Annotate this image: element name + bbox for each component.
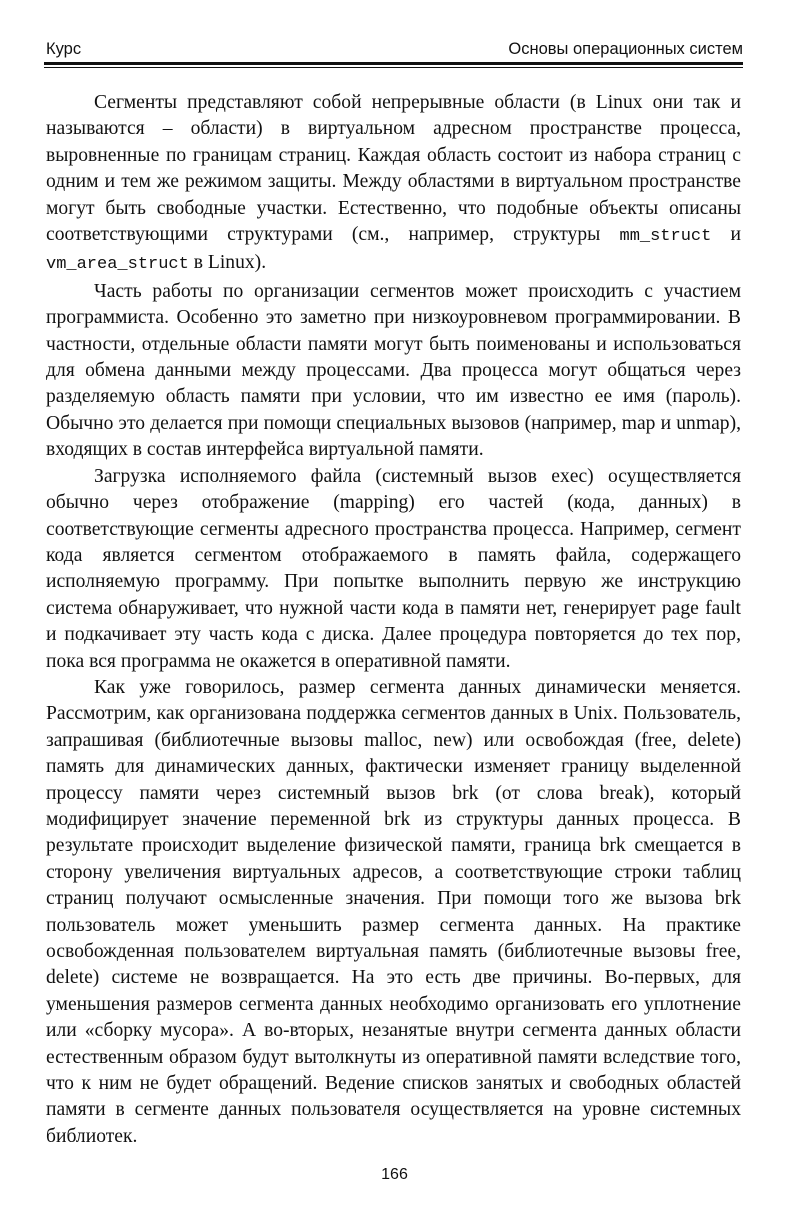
running-header [46,38,743,60]
paragraph-text: Сегменты представляют собой непрерывные области (в Linux они так и называются – области) в виртуальном адресном пространстве процесса, выровненные по границам страниц. Каждая область состоит из набора страниц с одним и тем же режимом защиты. Между областями в виртуальном пространстве могут быть свободные участки. Естественно, что подобные объекты описаны соответствующими структурами (см., например, структуры [46,92,741,246]
header-rule-thick [44,62,743,65]
header-book-title: Основы операционных систем [508,40,743,58]
paragraph-text: в Linux). [188,252,267,274]
paragraph-text: и [711,224,741,246]
page-number: 166 [381,1166,408,1183]
paragraph-programmer: Часть работы по организации сегментов может происходить с участием программиста. Особенно это заметно при низкоуровневом программировании. В частности, отдельные области памяти могут быть поименованы и использоваться для обмена данными между процессами. Два процесса могут общаться через разделяемую область памяти при условии, что им известно ее имя (пароль). Обычно это делается при помощи специальных вызовов (например, map и unmap), входящих в состав интерфейса виртуальной памяти. [46,280,741,461]
code-mm-struct: mm_struct [619,227,712,247]
header-course-label: Курс [46,40,82,58]
paragraph-data-segment: Как уже говорилось, размер сегмента данных динамически меняется. Рассмотрим, как организована поддержка сегментов данных в Unix. Пользователь, запрашивая (библиотечные вызовы malloc, new) или освобождая (free, delete) память для динамических данных, фактически изменяет границу выделенной процессу памяти через системный вызов brk (от слова break), который модифицирует значение переменной brk из структуры данных процесса. В результате происходит выделение физической памяти, граница brk смещается в сторону увеличения виртуальных адресов, а соответствующие строки таблиц страниц получают осмысленные значения. При помощи того же вызова brk пользователь может уменьшить размер сегмента данных. На практике освобожденная пользователем виртуальная память (библиотечные вызовы free, delete) системе не возвращается. На это есть две причины. Во-первых, для уменьшения размеров сегмента данных необходимо организовать его уплотнение или «сборку мусора». А во-вторых, незанятые внутри сегмента данных области естественным образом будут вытолкнуты из оперативной памяти вследствие того, что к ним не будет обращений. Ведение списков занятых и свободных областей памяти в сегменте данных пользователя осуществляется на уровне системных библиотек. [46,676,741,1147]
paragraph-segments [46,90,741,279]
code-vm-area-struct: vm_area_struct [46,255,189,275]
header-rule-thin [44,67,743,68]
body-text [46,90,741,1150]
paragraph-exec-loading: Загрузка исполняемого файла (системный вызов exec) осуществляется обычно через отображение (mapping) его частей (кода, данных) в соответствующие сегменты адресного пространства процесса. Например, сегмент кода является сегментом отображаемого в память файла, содержащего исполняемую программу. При попытке выполнить первую же инструкцию система обнаруживает, что нужной части кода в памяти нет, генерирует page fault и подкачивает эту часть кода с диска. Далее процедура повторяется до тех пор, пока вся программа не окажется в оперативной памяти. [46,465,741,672]
